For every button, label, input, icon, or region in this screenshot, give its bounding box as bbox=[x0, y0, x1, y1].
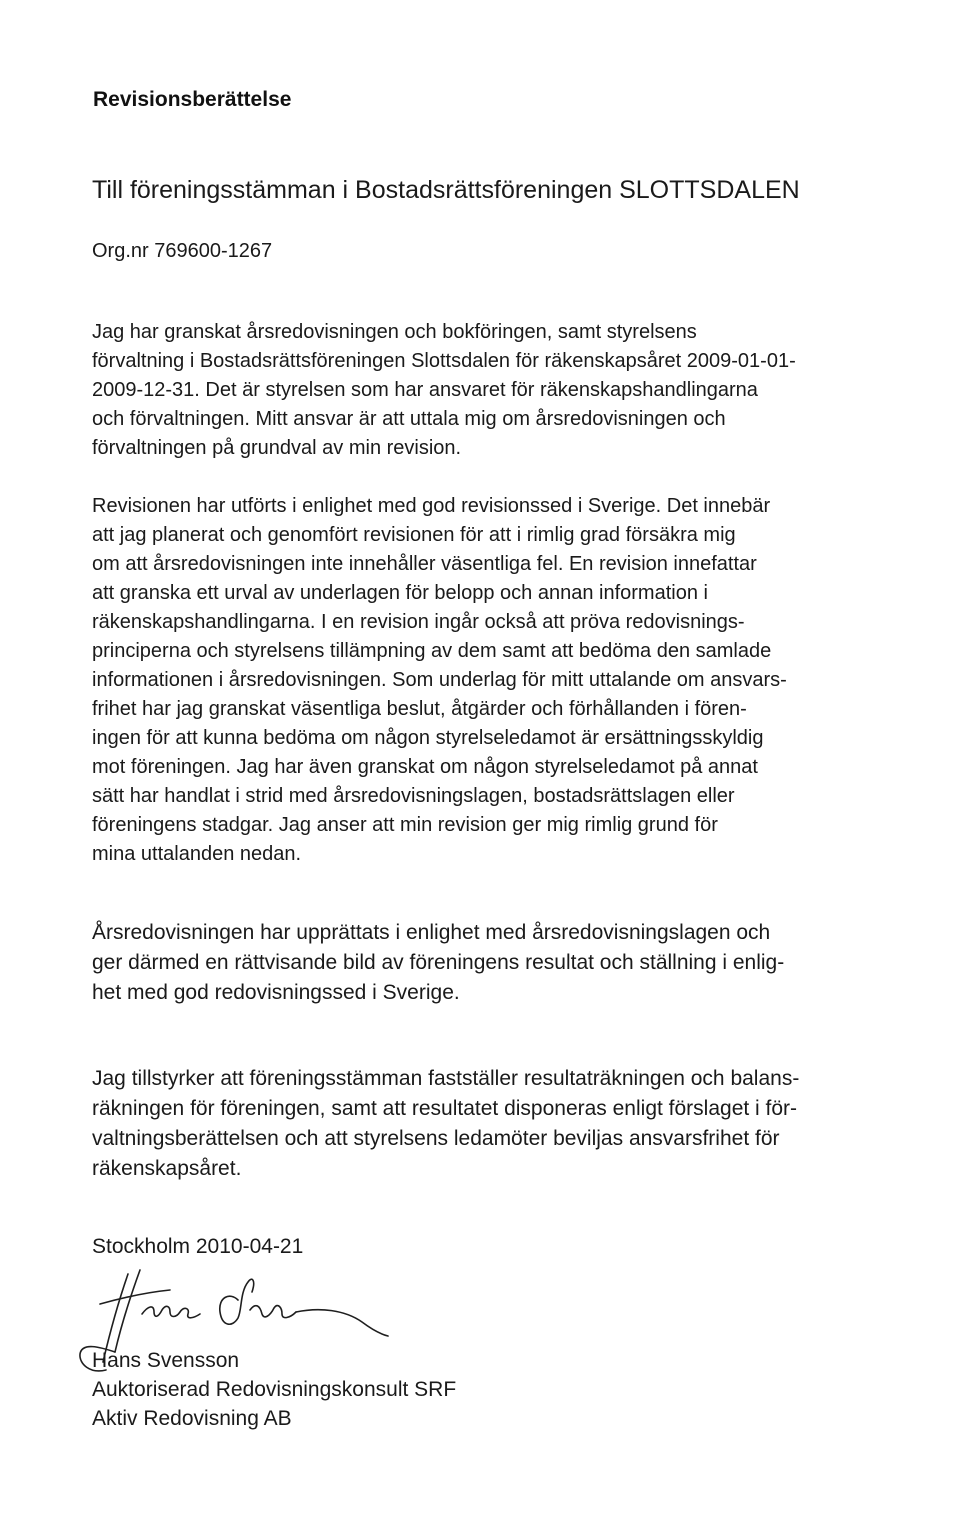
paragraph-line: Jag har granskat årsredovisningen och bokföringen, samt styrelsens bbox=[92, 321, 697, 343]
paragraph-line: sätt har handlat i strid med årsredovisningslagen, bostadsrättslagen eller bbox=[92, 785, 735, 807]
paragraph-audit-method bbox=[92, 492, 787, 869]
document-heading: Revisionsberättelse bbox=[93, 88, 292, 111]
paragraph-line: räkenskapsåret. bbox=[92, 1157, 242, 1180]
signatory-block bbox=[92, 1346, 456, 1433]
signatory-name: Hans Svensson bbox=[92, 1349, 240, 1372]
paragraph-opinion bbox=[92, 918, 784, 1008]
paragraph-line: föreningens stadgar. Jag anser att min revision ger mig rimlig grund för bbox=[92, 814, 718, 836]
paragraph-line: Årsredovisningen har upprättats i enlighet med årsredovisningslagen och bbox=[92, 921, 771, 944]
paragraph-line: mina uttalanden nedan. bbox=[92, 843, 302, 865]
signatory-company: Aktiv Redovisning AB bbox=[92, 1407, 292, 1430]
paragraph-line: att jag planerat och genomfört revisionen för att i rimlig grad försäkra mig bbox=[92, 524, 736, 546]
recipient-line: Till föreningsstämman i Bostadsrättsföreningen SLOTTSDALEN bbox=[92, 176, 800, 204]
paragraph-line: Revisionen har utförts i enlighet med god revisionssed i Sverige. Det innebär bbox=[92, 495, 771, 517]
paragraph-line: om att årsredovisningen inte innehåller väsentliga fel. En revision innefattar bbox=[92, 553, 757, 575]
paragraph-line: informationen i årsredovisningen. Som underlag för mitt uttalande om ansvars- bbox=[92, 669, 787, 691]
place-and-date: Stockholm 2010-04-21 bbox=[92, 1235, 304, 1258]
paragraph-line: räkningen för föreningen, samt att resultatet disponeras enligt förslaget i för- bbox=[92, 1097, 798, 1120]
paragraph-line: förvaltning i Bostadsrättsföreningen Slottsdalen för räkenskapsåret 2009-01-01- bbox=[92, 350, 796, 372]
paragraph-recommendation bbox=[92, 1064, 799, 1184]
paragraph-line: mot föreningen. Jag har även granskat om någon styrelseledamot på annat bbox=[92, 756, 758, 778]
paragraph-line: räkenskapshandlingarna. I en revision ingår också att pröva redovisnings- bbox=[92, 611, 745, 633]
paragraph-line: Jag tillstyrker att föreningsstämman fastställer resultaträkningen och balans- bbox=[92, 1067, 800, 1090]
paragraph-line: principerna och styrelsens tillämpning av dem samt att bedöma den samlade bbox=[92, 640, 772, 662]
paragraph-line: och förvaltningen. Mitt ansvar är att uttala mig om årsredovisningen och bbox=[92, 408, 726, 430]
signatory-title: Auktoriserad Redovisningskonsult SRF bbox=[92, 1378, 457, 1401]
paragraph-line: förvaltningen på grundval av min revision. bbox=[92, 437, 462, 459]
paragraph-scope bbox=[92, 318, 796, 463]
paragraph-line: het med god redovisningssed i Sverige. bbox=[92, 981, 460, 1004]
paragraph-line: att granska ett urval av underlagen för belopp och annan information i bbox=[92, 582, 708, 604]
paragraph-line: ger därmed en rättvisande bild av föreningens resultat och ställning i enlig- bbox=[92, 951, 785, 974]
org-number: Org.nr 769600-1267 bbox=[92, 240, 273, 262]
paragraph-line: valtningsberättelsen och att styrelsens ledamöter beviljas ansvarsfrihet för bbox=[92, 1127, 780, 1150]
paragraph-line: ingen för att kunna bedöma om någon styrelseledamot är ersättningsskyldig bbox=[92, 727, 764, 749]
paragraph-line: 2009-12-31. Det är styrelsen som har ansvaret för räkenskapshandlingarna bbox=[92, 379, 758, 401]
paragraph-line: frihet har jag granskat väsentliga beslut, åtgärder och förhållanden i fören- bbox=[92, 698, 747, 720]
